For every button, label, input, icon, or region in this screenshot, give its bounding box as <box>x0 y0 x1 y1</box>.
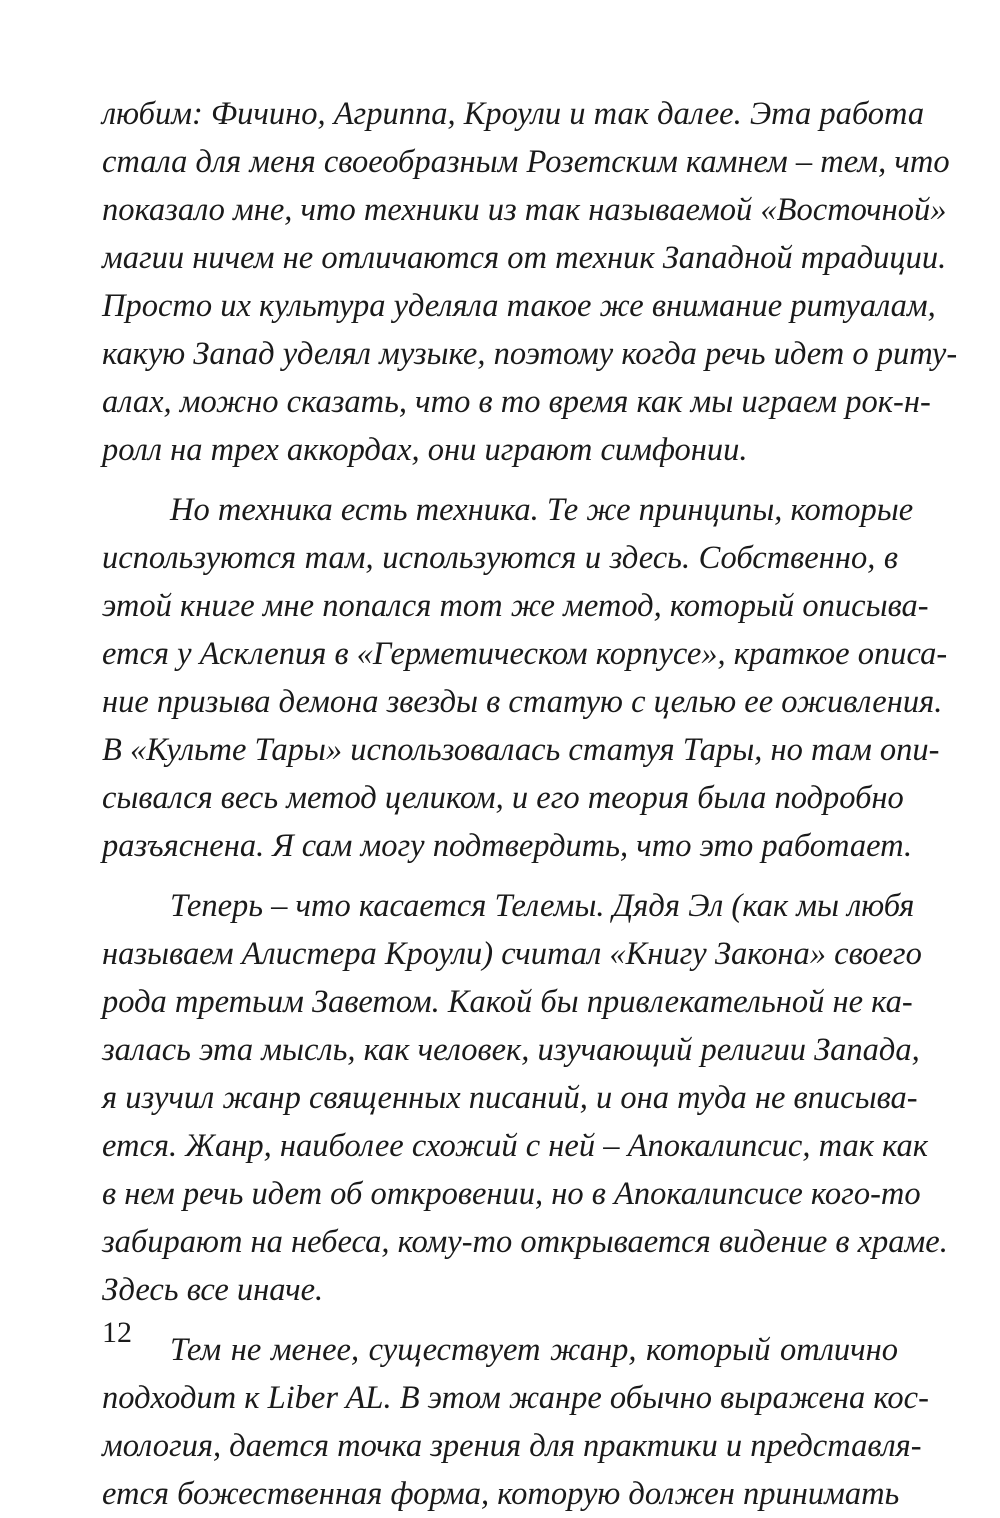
text-line: ется. Жанр, наиболее схожий с ней – Апокалипсис, так как <box>102 1128 928 1164</box>
text-line: используются там, используются и здесь. Собственно, в <box>102 540 898 576</box>
paragraph-gap <box>102 870 898 882</box>
paragraph-gap <box>102 474 898 486</box>
text-line: любим: Фичино, Агриппа, Кроули и так далее. Эта работа <box>102 96 925 132</box>
text-line: рода третьим Заветом. Какой бы привлекательной не ка- <box>102 984 913 1020</box>
text-line: мология, дается точка зрения для практики и представля- <box>102 1428 922 1464</box>
text-line: ролл на трех аккордах, они играют симфонии. <box>102 432 748 468</box>
text-line: Здесь все иначе. <box>102 1272 324 1308</box>
text-line: ние призыва демона звезды в статую с целью ее оживления. <box>102 684 943 720</box>
text-line: залась эта мысль, как человек, изучающий религии Запада, <box>102 1032 920 1068</box>
paragraph <box>102 486 948 870</box>
text-line: Просто их культура уделяла такое же внимание ритуалам, <box>102 288 936 324</box>
text-line: стала для меня своеобразным Розетским камнем – тем, что <box>102 144 950 180</box>
text-line: какую Запад уделял музыке, поэтому когда речь идет о риту- <box>102 336 958 372</box>
text-line: забирают на небеса, кому-то открывается видение в храме. <box>102 1224 948 1260</box>
text-line: я изучил жанр священных писаний, и она туда не вписыва- <box>102 1080 918 1116</box>
text-line: алах, можно сказать, что в то время как мы играем рок-н- <box>102 384 931 420</box>
text-line: Но техника есть техника. Те же принципы, которые <box>170 492 914 528</box>
text-line: ется божественная форма, которую должен принимать <box>102 1476 900 1512</box>
paragraph <box>102 882 948 1314</box>
paragraph-gap <box>102 1314 898 1326</box>
text-line: подходит к Liber AL. В этом жанре обычно выражена кос- <box>102 1380 929 1416</box>
text-line: называем Алистера Кроули) считал «Книгу Закона» своего <box>102 936 922 972</box>
paragraph <box>102 1326 929 1518</box>
text-line: этой книге мне попался тот же метод, который описыва- <box>102 588 929 624</box>
text-line: сывался весь метод целиком, и его теория была подробно <box>102 780 904 816</box>
paragraph <box>102 90 958 474</box>
text-line: в нем речь идет об откровении, но в Апокалипсисе кого-то <box>102 1176 921 1212</box>
page-number: 12 <box>102 1316 132 1349</box>
text-line: магии ничем не отличаются от техник Западной традиции. <box>102 240 947 276</box>
text-line: показало мне, что техники из так называемой «Восточной» <box>102 192 947 228</box>
text-line: ется у Асклепия в «Герметическом корпусе», краткое описа- <box>102 636 948 672</box>
text-line: Теперь – что касается Телемы. Дядя Эл (как мы любя <box>170 888 915 924</box>
text-line: Тем не менее, существует жанр, который отлично <box>170 1332 898 1368</box>
body-text <box>102 90 958 1518</box>
text-line: разъяснена. Я сам могу подтвердить, что это работает. <box>102 828 913 864</box>
text-line: В «Культе Тары» использовалась статуя Тары, но там опи- <box>102 732 940 768</box>
